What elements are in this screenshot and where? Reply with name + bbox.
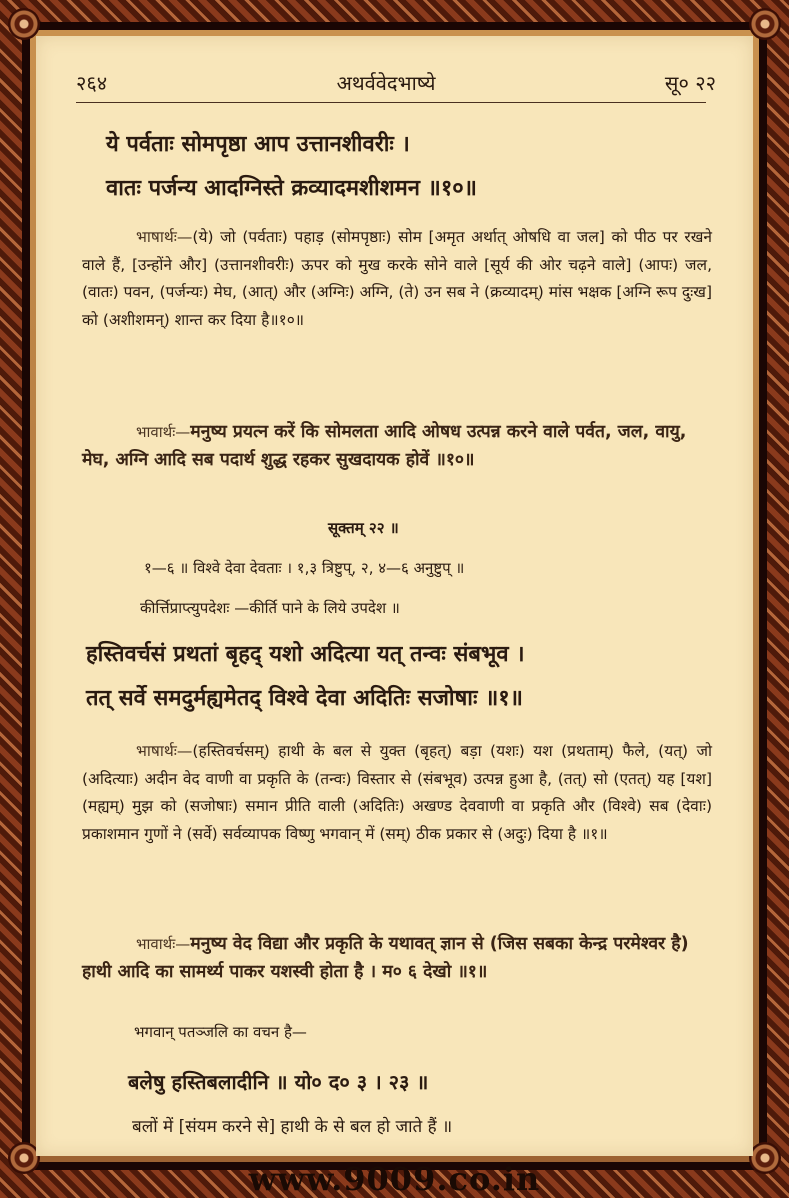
corner-ornament-top-right bbox=[749, 8, 781, 40]
website-watermark: www.9009.co.in bbox=[248, 1160, 541, 1198]
book-title: अथर्ववेदभाष्ये bbox=[336, 70, 436, 95]
bhashartha-label: भाषार्थः— bbox=[136, 742, 193, 760]
scanned-page bbox=[36, 36, 753, 1156]
bhashartha-1 bbox=[82, 738, 712, 848]
patanjali-sutra: बलेषु हस्तिबलादीनि ॥ यो० द० ३ । २३ ॥ bbox=[128, 1070, 429, 1094]
sukta-meta: १—६ ॥ विश्वे देवा देवताः । १,३ त्रिष्टुप्, २, ४—६ अनुष्टुप् ॥ bbox=[144, 559, 465, 577]
sukta-title: सूक्तम् २२ ॥ bbox=[328, 519, 399, 537]
bhavartha-label: भावार्थः— bbox=[136, 423, 191, 441]
verse-10-line-1: ये पर्वताः सोमपृष्ठा आप उत्तानशीवरीः । bbox=[106, 132, 410, 157]
bhavartha-10-text: मनुष्य प्रयत्न करें कि सोमलता आदि ओषध उत्पन्न करने वाले पर्वत, जल, वायु, मेघ, अग्नि आदि सब पदार्थ शुद्ध रहकर सुखदायक होवें ॥१०॥ bbox=[82, 422, 687, 470]
bhavartha-10 bbox=[82, 418, 712, 474]
bhavartha-1-text: मनुष्य वेद विद्या और प्रकृति के यथावत् ज्ञान से (जिस सबका केन्द्र परमेश्वर है) हाथी आदि का सामर्थ्य पाकर यशस्वी होता है । म० ६ देखो ॥१॥ bbox=[82, 934, 689, 982]
sukta-upadesha: कीर्त्तिप्राप्त्युपदेशः —कीर्ति पाने के लिये उपदेश ॥ bbox=[140, 599, 400, 617]
bhavartha-label: भावार्थः— bbox=[136, 935, 191, 953]
verse-10-line-2: वातः पर्जन्य आदग्निस्ते क्रव्यादमशीशमन ॥१०॥ bbox=[106, 176, 477, 201]
page-number: २६४ bbox=[76, 70, 108, 95]
sukta-reference: सू० २२ bbox=[664, 70, 716, 95]
header-rule bbox=[76, 102, 706, 103]
patanjali-intro: भगवान् पतञ्जलि का वचन है— bbox=[134, 1023, 307, 1041]
bhashartha-10 bbox=[82, 224, 712, 334]
bhavartha-1 bbox=[82, 930, 712, 986]
page-header bbox=[76, 66, 716, 98]
verse-1-line-2: तत् सर्वे समदुर्मह्यमेतद् विश्वे देवा अदितिः सजोषाः ॥१॥ bbox=[86, 686, 523, 711]
bhashartha-label: भाषार्थः— bbox=[136, 228, 193, 246]
bhashartha-1-text: (हस्तिवर्चसम्) हाथी के बल से युक्त (बृहत्) बड़ा (यशः) यश (प्रथताम्) फैले, (यत्) जो (अदित्याः) अदीन वेद वाणी वा प्रकृति के (तन्वः) विस्तार से (संबभूव) उत्पन्न हुआ है, (तत्) सो (एतत्) यह [यश] (मह्यम्) मुझ को (सजोषाः) समान प्रीति वाली (अदितिः) अखण्ड देववाणी वा प्रकृति और (विश्वे) सब (देवाः) प्रकाशमान गुणों ने (सर्वे) सर्वव्यापक विष्णु भगवान् में (सम्) ठीक प्रकार से (अदुः) दिया है ॥१॥ bbox=[82, 742, 712, 843]
verse-1-line-1: हस्तिवर्चसं प्रथतां बृहद् यशो अदित्या यत् तन्वः संबभूव । bbox=[86, 642, 525, 667]
bhashartha-10-text: (ये) जो (पर्वताः) पहाड़ (सोमपृष्ठाः) सोम [अमृत अर्थात् ओषधि वा जल] को पीठ पर रखने वाले हैं, [उन्होंने और] (उत्तानशीवरीः) ऊपर को मुख करके सोने वाले [सूर्य की ओर चढ़ने वाले] (आपः) जल, (वातः) पवन, (पर्जन्यः) मेघ, (आत्) और (अग्निः) अग्नि, (ते) उन सब ने (क्रव्यादम्) मांस भक्षक [अग्नि रूप दुःख] को (अशीशमन्) शान्त कर दिया है॥१०॥ bbox=[82, 228, 712, 329]
patanjali-meaning: बलों में [संयम करने से] हाथी के से बल हो जाते हैं ॥ bbox=[132, 1117, 453, 1137]
